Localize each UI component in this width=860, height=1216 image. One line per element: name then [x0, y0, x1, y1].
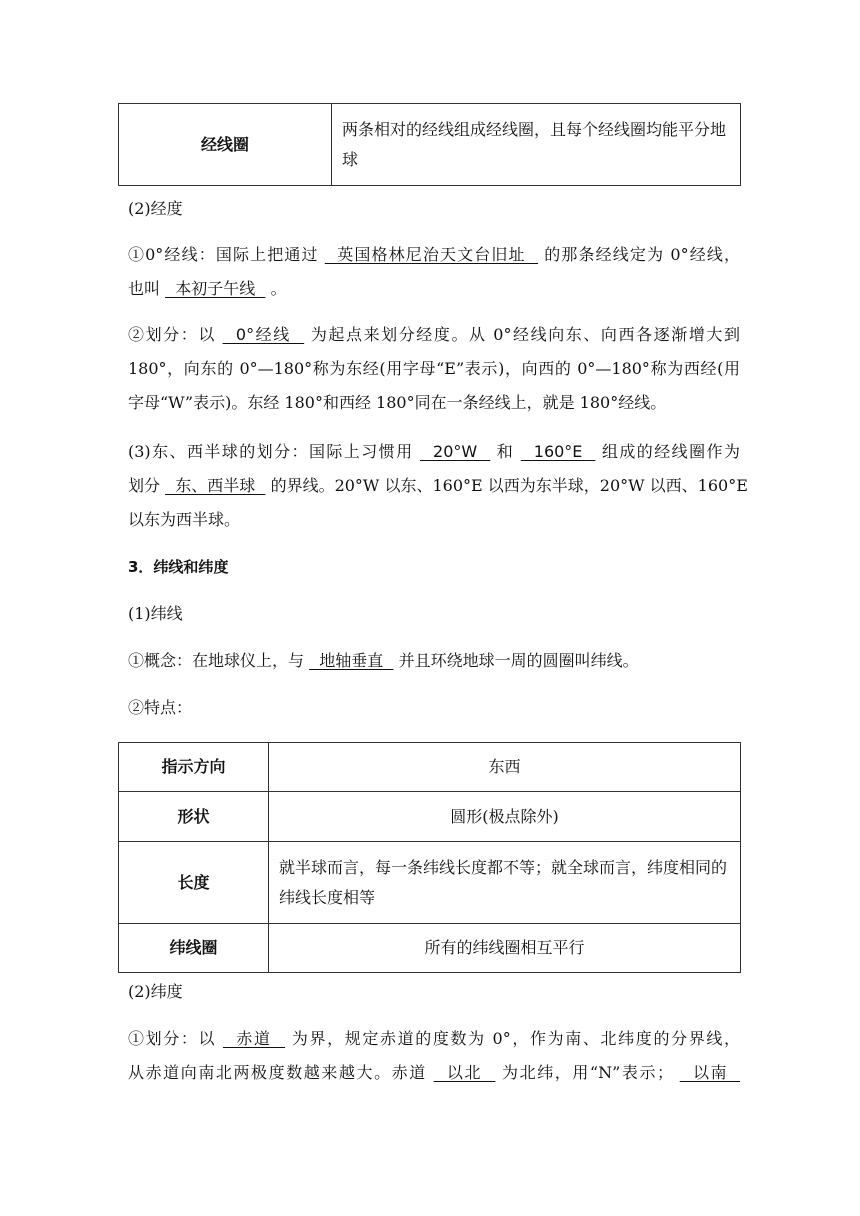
paragraph-prime-meridian-line1: [128, 238, 740, 272]
table-label-cell: 经线圈: [119, 104, 332, 186]
text: 和: [496, 442, 515, 461]
text: 并且环绕地球一周的圆圈叫纬线。: [398, 651, 639, 670]
answer-blank: 0°经线: [222, 325, 305, 344]
text: 。: [270, 279, 287, 298]
text: (3)东、西半球的划分：国际上习惯用: [128, 442, 414, 461]
table-label-cell: 指示方向: [119, 743, 269, 792]
answer-blank: 20°W: [420, 442, 491, 461]
answer-blank: 赤道: [222, 1029, 286, 1048]
text: 的那条经线定为 0°经线，: [544, 245, 740, 264]
text: ②划分：以: [128, 325, 216, 344]
text: ①划分：以: [128, 1029, 217, 1048]
section-heading-latitude: 3．纬线和纬度: [128, 558, 229, 576]
paragraph-parallel-features: ②特点：: [128, 698, 193, 717]
table-value-cell: 圆形(极点除外): [269, 792, 741, 842]
subheading-latitude: (2)纬度: [128, 982, 183, 1001]
section-heading-longitude: (2)经度: [128, 199, 183, 218]
text: ①概念：在地球仪上，与: [128, 651, 305, 670]
parallel-features-table: [118, 742, 741, 973]
paragraph-division-line3: 字母“W”表示)。东经 180°和西经 180°同在一条经线上，就是 180°经线。: [128, 393, 667, 412]
paragraph-parallel-concept: [128, 644, 740, 678]
text: 也叫: [128, 279, 161, 298]
text: 为界，规定赤道的度数为 0°，作为南、北纬度的分界线，: [291, 1029, 740, 1048]
table-value-cell: 所有的纬线圈相互平行: [269, 924, 741, 973]
text: 划分: [128, 476, 161, 495]
paragraph-hemispheres-line1: [128, 435, 740, 469]
text: 组成的经线圈作为: [601, 442, 740, 461]
meridian-circle-table: [118, 103, 741, 186]
table-label-cell: 形状: [119, 792, 269, 842]
table-label-cell: 纬线圈: [119, 924, 269, 973]
subheading-parallels: (1)纬线: [128, 604, 183, 623]
paragraph-prime-meridian-line2: [128, 272, 740, 306]
paragraph-latitude-line2: [128, 1056, 740, 1090]
answer-blank: 以北: [433, 1063, 496, 1082]
table-row: [119, 104, 741, 186]
paragraph-hemispheres-line3: 以东为西半球。: [128, 510, 241, 529]
table-row: [119, 842, 741, 924]
paragraph-division-line2: 180°，向东的 0°—180°称为东经(用字母“E”表示)，向西的 0°—180°称为西经(用: [128, 359, 740, 378]
table-row: [119, 924, 741, 973]
answer-blank: 以南: [679, 1063, 740, 1082]
table-label-cell: 长度: [119, 842, 269, 924]
text: ①0°经线：国际上把通过: [128, 245, 319, 264]
paragraph-division-line1: [128, 318, 740, 352]
text: 从赤道向南北两极度数越来越大。赤道: [128, 1063, 427, 1082]
table-value-cell: 两条相对的经线组成经线圈，且每个经线圈均能平分地球: [332, 104, 741, 186]
table-value-cell: 就半球而言，每一条纬线长度都不等；就全球而言，纬度相同的纬线长度相等: [269, 842, 741, 924]
text: 为北纬，用“N”表示；: [502, 1063, 674, 1082]
paragraph-hemispheres-line2: [128, 469, 748, 503]
answer-blank: 英国格林尼治天文台旧址: [324, 245, 539, 264]
table-row: [119, 743, 741, 792]
answer-blank: 东、西半球: [165, 476, 266, 495]
table-value-cell: 东西: [269, 743, 741, 792]
text: 为起点来划分经度。从 0°经线向东、向西各逐渐增大到: [310, 325, 740, 344]
text: 的界线。20°W 以东、160°E 以西为东半球，20°W 以西、160°E: [270, 476, 748, 495]
answer-blank: 160°E: [520, 442, 596, 461]
table-row: [119, 792, 741, 842]
answer-blank: 地轴垂直: [309, 651, 394, 670]
paragraph-latitude-line1: [128, 1022, 740, 1056]
answer-blank: 本初子午线: [165, 279, 266, 298]
